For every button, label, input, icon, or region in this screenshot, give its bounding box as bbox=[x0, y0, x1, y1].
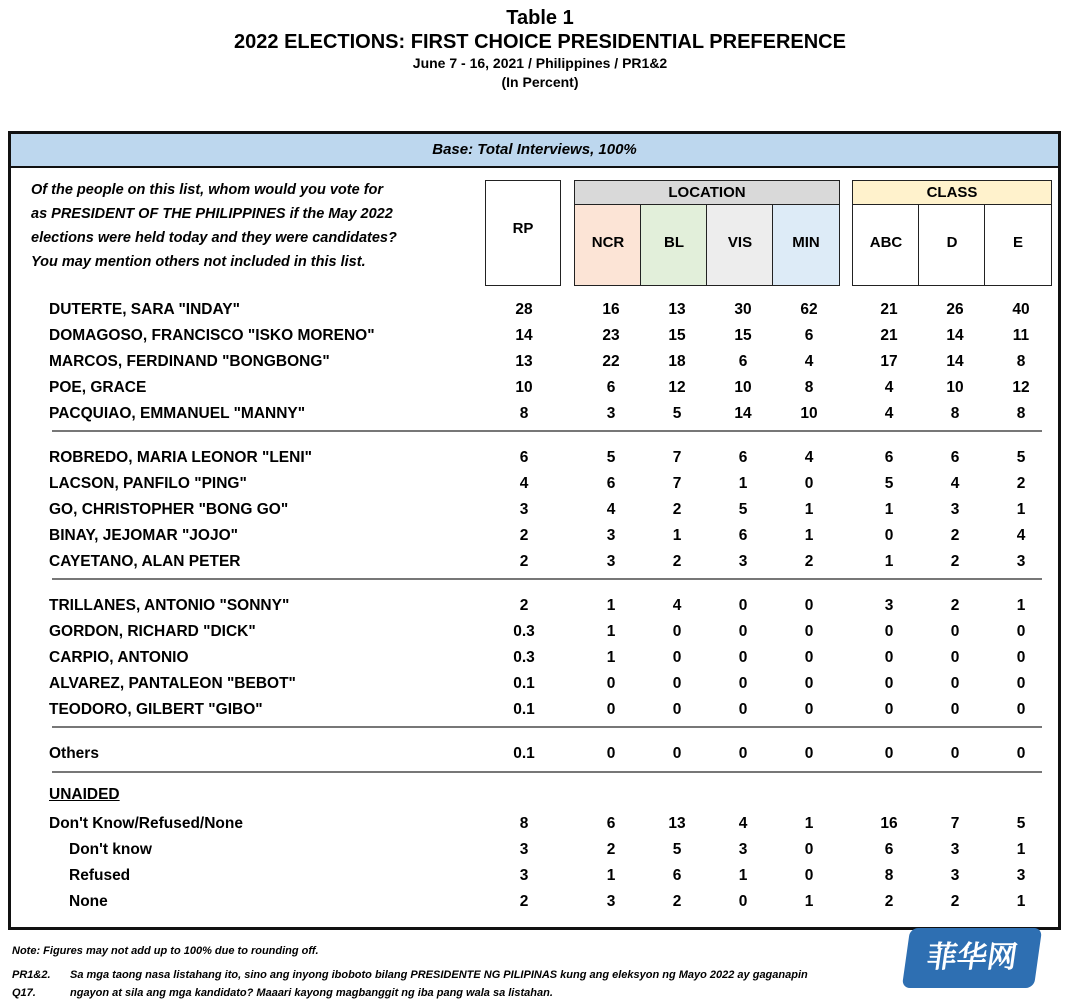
column-header-rp bbox=[485, 180, 561, 286]
value-cell: 26 bbox=[946, 301, 964, 318]
value-cell: 13 bbox=[668, 815, 686, 832]
value-cell: 2 bbox=[884, 893, 894, 910]
value-cell: 1 bbox=[1016, 597, 1026, 614]
table-title: 2022 ELECTIONS: FIRST CHOICE PRESIDENTIAL PREFERENCE bbox=[234, 31, 846, 53]
value-cell: 1 bbox=[884, 553, 894, 570]
value-cell: 8 bbox=[519, 815, 529, 832]
question-code: Q17. bbox=[12, 987, 36, 999]
column-header-e bbox=[984, 204, 1052, 286]
class-group-label: CLASS bbox=[926, 184, 978, 201]
value-cell: 14 bbox=[946, 353, 964, 370]
value-cell: 2 bbox=[950, 527, 960, 544]
row-label: None bbox=[69, 893, 108, 910]
rounding-note: Note: Figures may not add up to 100% due to rounding off. bbox=[12, 945, 319, 957]
value-cell: 0 bbox=[950, 649, 960, 666]
value-cell: 12 bbox=[668, 379, 686, 396]
column-header-label: ABC bbox=[869, 234, 903, 251]
column-header-d bbox=[918, 204, 986, 286]
value-cell: 6 bbox=[884, 449, 894, 466]
column-header-label: BL bbox=[664, 234, 684, 251]
value-cell: 4 bbox=[950, 475, 960, 492]
row-label: Don't know bbox=[69, 841, 152, 858]
row-label: DOMAGOSO, FRANCISCO "ISKO MORENO" bbox=[49, 327, 375, 344]
value-cell: 6 bbox=[738, 353, 748, 370]
value-cell: 4 bbox=[804, 353, 814, 370]
value-cell: 4 bbox=[884, 405, 894, 422]
table-number: Table 1 bbox=[506, 7, 574, 29]
class-group-header bbox=[852, 180, 1052, 206]
value-cell: 6 bbox=[884, 841, 894, 858]
value-cell: 2 bbox=[1016, 475, 1026, 492]
value-cell: 1 bbox=[672, 527, 682, 544]
value-cell: 4 bbox=[606, 501, 616, 518]
value-cell: 11 bbox=[1012, 327, 1030, 344]
value-cell: 7 bbox=[950, 815, 960, 832]
value-cell: 3 bbox=[606, 553, 616, 570]
column-header-abc bbox=[852, 204, 920, 286]
value-cell: 0 bbox=[672, 623, 682, 640]
value-cell: 0 bbox=[804, 675, 814, 692]
section-label: UNAIDED bbox=[49, 786, 120, 803]
value-cell: 0 bbox=[1016, 675, 1026, 692]
row-label: Others bbox=[49, 745, 99, 762]
value-cell: 0 bbox=[804, 475, 814, 492]
value-cell: 0 bbox=[804, 701, 814, 718]
table-unit: (In Percent) bbox=[501, 74, 579, 90]
value-cell: 2 bbox=[519, 893, 529, 910]
value-cell: 13 bbox=[515, 353, 533, 370]
value-cell: 0 bbox=[950, 623, 960, 640]
value-cell: 4 bbox=[519, 475, 529, 492]
value-cell: 0 bbox=[804, 841, 814, 858]
value-cell: 0 bbox=[672, 675, 682, 692]
location-group-label: LOCATION bbox=[668, 184, 746, 201]
value-cell: 3 bbox=[738, 553, 748, 570]
value-cell: 0 bbox=[804, 597, 814, 614]
column-header-bl bbox=[640, 204, 708, 286]
value-cell: 0 bbox=[738, 893, 748, 910]
row-label: BINAY, JEJOMAR "JOJO" bbox=[49, 527, 238, 544]
value-cell: 14 bbox=[515, 327, 533, 344]
value-cell: 0 bbox=[950, 701, 960, 718]
value-cell: 4 bbox=[672, 597, 682, 614]
column-header-label: D bbox=[946, 234, 958, 251]
value-cell: 3 bbox=[606, 527, 616, 544]
value-cell: 1 bbox=[738, 475, 748, 492]
value-cell: 3 bbox=[1016, 553, 1026, 570]
value-cell: 62 bbox=[800, 301, 818, 318]
value-cell: 3 bbox=[950, 867, 960, 884]
value-cell: 6 bbox=[606, 815, 616, 832]
value-cell: 0.1 bbox=[513, 675, 535, 692]
value-cell: 6 bbox=[950, 449, 960, 466]
value-cell: 0 bbox=[1016, 623, 1026, 640]
question-line: You may mention others not included in this list. bbox=[31, 254, 366, 270]
value-cell: 1 bbox=[606, 623, 616, 640]
value-cell: 2 bbox=[519, 553, 529, 570]
value-cell: 2 bbox=[606, 841, 616, 858]
value-cell: 23 bbox=[602, 327, 620, 344]
value-cell: 1 bbox=[804, 815, 814, 832]
value-cell: 0 bbox=[884, 527, 894, 544]
value-cell: 1 bbox=[1016, 501, 1026, 518]
value-cell: 10 bbox=[946, 379, 964, 396]
value-cell: 10 bbox=[800, 405, 818, 422]
value-cell: 6 bbox=[738, 527, 748, 544]
value-cell: 1 bbox=[606, 867, 616, 884]
value-cell: 15 bbox=[734, 327, 752, 344]
question-code: PR1&2. bbox=[12, 969, 51, 981]
value-cell: 0 bbox=[884, 623, 894, 640]
row-label: DUTERTE, SARA "INDAY" bbox=[49, 301, 240, 318]
value-cell: 0 bbox=[804, 649, 814, 666]
value-cell: 0 bbox=[950, 745, 960, 762]
value-cell: 0.1 bbox=[513, 745, 535, 762]
value-cell: 3 bbox=[519, 841, 529, 858]
tagalog-question-line1: Sa mga taong nasa listahang ito, sino ang inyong iboboto bilang PRESIDENTE NG PILIPINAS kung ang eleksyon ng Mayo 2022 ay gaganapin bbox=[70, 969, 808, 981]
value-cell: 4 bbox=[884, 379, 894, 396]
value-cell: 1 bbox=[606, 649, 616, 666]
value-cell: 12 bbox=[1012, 379, 1030, 396]
value-cell: 18 bbox=[668, 353, 686, 370]
table-title-block bbox=[0, 6, 1080, 92]
value-cell: 0 bbox=[884, 649, 894, 666]
value-cell: 6 bbox=[738, 449, 748, 466]
value-cell: 0 bbox=[672, 701, 682, 718]
row-label: TEODORO, GILBERT "GIBO" bbox=[49, 701, 263, 718]
value-cell: 0 bbox=[738, 675, 748, 692]
value-cell: 6 bbox=[672, 867, 682, 884]
value-cell: 4 bbox=[804, 449, 814, 466]
column-header-min bbox=[772, 204, 840, 286]
value-cell: 5 bbox=[738, 501, 748, 518]
location-group-header bbox=[574, 180, 840, 206]
value-cell: 0 bbox=[738, 649, 748, 666]
value-cell: 2 bbox=[672, 501, 682, 518]
value-cell: 3 bbox=[738, 841, 748, 858]
value-cell: 5 bbox=[672, 405, 682, 422]
value-cell: 8 bbox=[519, 405, 529, 422]
value-cell: 0 bbox=[804, 745, 814, 762]
section-divider bbox=[52, 430, 1042, 432]
value-cell: 5 bbox=[672, 841, 682, 858]
value-cell: 3 bbox=[519, 867, 529, 884]
value-cell: 0 bbox=[738, 597, 748, 614]
question-line: as PRESIDENT OF THE PHILIPPINES if the May 2022 bbox=[31, 206, 393, 222]
column-header-label: NCR bbox=[591, 234, 625, 251]
value-cell: 0 bbox=[1016, 745, 1026, 762]
tagalog-question-line2: ngayon at sila ang mga kandidato? Maaari kayong magbanggit ng iba pang wala sa listahan. bbox=[70, 987, 553, 999]
value-cell: 1 bbox=[606, 597, 616, 614]
value-cell: 0.3 bbox=[513, 649, 535, 666]
section-divider bbox=[52, 771, 1042, 773]
value-cell: 2 bbox=[804, 553, 814, 570]
row-label: TRILLANES, ANTONIO "SONNY" bbox=[49, 597, 290, 614]
value-cell: 2 bbox=[519, 527, 529, 544]
row-label: CAYETANO, ALAN PETER bbox=[49, 553, 241, 570]
value-cell: 5 bbox=[1016, 449, 1026, 466]
row-label: GORDON, RICHARD "DICK" bbox=[49, 623, 256, 640]
value-cell: 21 bbox=[880, 327, 898, 344]
value-cell: 1 bbox=[804, 893, 814, 910]
column-header-label: VIS bbox=[727, 234, 753, 251]
column-header-vis bbox=[706, 204, 774, 286]
column-header-label: E bbox=[1012, 234, 1023, 251]
value-cell: 0 bbox=[606, 675, 616, 692]
value-cell: 6 bbox=[606, 475, 616, 492]
value-cell: 0.3 bbox=[513, 623, 535, 640]
value-cell: 4 bbox=[738, 815, 748, 832]
value-cell: 5 bbox=[606, 449, 616, 466]
value-cell: 40 bbox=[1012, 301, 1030, 318]
value-cell: 2 bbox=[519, 597, 529, 614]
watermark-logo: 菲华网 bbox=[902, 928, 1042, 988]
value-cell: 16 bbox=[880, 815, 898, 832]
value-cell: 2 bbox=[950, 893, 960, 910]
value-cell: 3 bbox=[606, 893, 616, 910]
value-cell: 7 bbox=[672, 475, 682, 492]
section-divider bbox=[52, 726, 1042, 728]
value-cell: 8 bbox=[950, 405, 960, 422]
row-label: Don't Know/Refused/None bbox=[49, 815, 243, 832]
value-cell: 6 bbox=[519, 449, 529, 466]
value-cell: 7 bbox=[672, 449, 682, 466]
row-label: ROBREDO, MARIA LEONOR "LENI" bbox=[49, 449, 312, 466]
row-label: LACSON, PANFILO "PING" bbox=[49, 475, 247, 492]
value-cell: 10 bbox=[515, 379, 533, 396]
row-label: PACQUIAO, EMMANUEL "MANNY" bbox=[49, 405, 306, 422]
value-cell: 13 bbox=[668, 301, 686, 318]
value-cell: 1 bbox=[804, 527, 814, 544]
column-header-label: MIN bbox=[792, 234, 820, 251]
value-cell: 0 bbox=[1016, 701, 1026, 718]
value-cell: 2 bbox=[950, 597, 960, 614]
question-line: Of the people on this list, whom would you vote for bbox=[31, 182, 384, 198]
row-label: Refused bbox=[69, 867, 131, 884]
value-cell: 0.1 bbox=[513, 701, 535, 718]
value-cell: 6 bbox=[606, 379, 616, 396]
value-cell: 0 bbox=[884, 701, 894, 718]
table-subtitle: June 7 - 16, 2021 / Philippines / PR1&2 bbox=[412, 55, 668, 71]
value-cell: 3 bbox=[519, 501, 529, 518]
question-text bbox=[31, 178, 481, 274]
row-label: MARCOS, FERDINAND "BONGBONG" bbox=[49, 353, 330, 370]
value-cell: 0 bbox=[672, 649, 682, 666]
value-cell: 8 bbox=[1016, 405, 1026, 422]
value-cell: 0 bbox=[606, 701, 616, 718]
value-cell: 1 bbox=[804, 501, 814, 518]
value-cell: 2 bbox=[672, 893, 682, 910]
value-cell: 8 bbox=[884, 867, 894, 884]
value-cell: 3 bbox=[1016, 867, 1026, 884]
value-cell: 8 bbox=[804, 379, 814, 396]
value-cell: 1 bbox=[1016, 841, 1026, 858]
value-cell: 0 bbox=[804, 867, 814, 884]
value-cell: 14 bbox=[734, 405, 752, 422]
value-cell: 22 bbox=[602, 353, 620, 370]
value-cell: 30 bbox=[734, 301, 752, 318]
value-cell: 6 bbox=[804, 327, 814, 344]
value-cell: 16 bbox=[602, 301, 620, 318]
value-cell: 0 bbox=[884, 675, 894, 692]
value-cell: 0 bbox=[738, 623, 748, 640]
value-cell: 4 bbox=[1016, 527, 1026, 544]
base-bar: Base: Total Interviews, 100% bbox=[11, 134, 1058, 168]
value-cell: 3 bbox=[884, 597, 894, 614]
value-cell: 14 bbox=[946, 327, 964, 344]
value-cell: 3 bbox=[950, 841, 960, 858]
value-cell: 0 bbox=[738, 701, 748, 718]
value-cell: 17 bbox=[880, 353, 898, 370]
value-cell: 3 bbox=[950, 501, 960, 518]
value-cell: 8 bbox=[1016, 353, 1026, 370]
value-cell: 2 bbox=[950, 553, 960, 570]
value-cell: 1 bbox=[738, 867, 748, 884]
value-cell: 21 bbox=[880, 301, 898, 318]
value-cell: 15 bbox=[668, 327, 686, 344]
value-cell: 2 bbox=[672, 553, 682, 570]
value-cell: 0 bbox=[1016, 649, 1026, 666]
value-cell: 1 bbox=[1016, 893, 1026, 910]
value-cell: 0 bbox=[950, 675, 960, 692]
value-cell: 3 bbox=[606, 405, 616, 422]
column-header-label: RP bbox=[512, 220, 534, 237]
question-line: elections were held today and they were candidates? bbox=[31, 230, 397, 246]
column-header-ncr bbox=[574, 204, 642, 286]
value-cell: 0 bbox=[606, 745, 616, 762]
value-cell: 1 bbox=[884, 501, 894, 518]
value-cell: 0 bbox=[738, 745, 748, 762]
row-label: GO, CHRISTOPHER "BONG GO" bbox=[49, 501, 289, 518]
row-label: CARPIO, ANTONIO bbox=[49, 649, 189, 666]
value-cell: 28 bbox=[515, 301, 533, 318]
value-cell: 5 bbox=[1016, 815, 1026, 832]
value-cell: 0 bbox=[672, 745, 682, 762]
section-divider bbox=[52, 578, 1042, 580]
results-table bbox=[8, 131, 1061, 930]
row-label: POE, GRACE bbox=[49, 379, 147, 396]
value-cell: 5 bbox=[884, 475, 894, 492]
value-cell: 0 bbox=[884, 745, 894, 762]
row-label: ALVAREZ, PANTALEON "BEBOT" bbox=[49, 675, 296, 692]
value-cell: 0 bbox=[804, 623, 814, 640]
value-cell: 10 bbox=[734, 379, 752, 396]
